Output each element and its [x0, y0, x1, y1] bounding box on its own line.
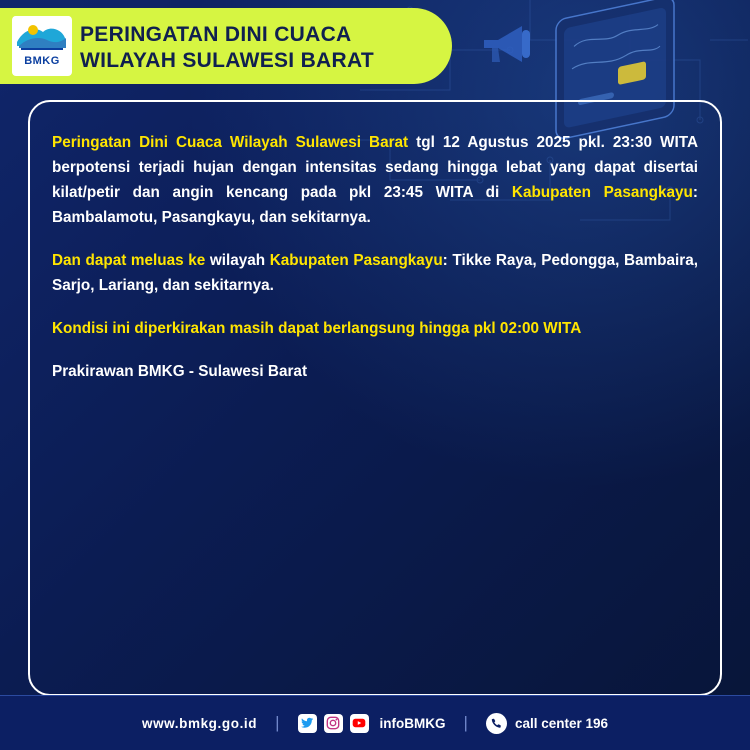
megaphone-icon: [478, 18, 538, 70]
footer-divider-1: |: [275, 713, 280, 732]
warning-p2-highlight-1: Dan dapat meluas ke: [52, 252, 206, 269]
page-title-line1: PERINGATAN DINI CUACA: [80, 23, 352, 46]
page-title: [80, 22, 374, 74]
bmkg-logo-text: BMKG: [24, 55, 60, 67]
warning-p2-text-2: : Tikke Raya, Pedongga, Bambaira, Sarjo, Lariang, dan sekitarnya.: [52, 252, 698, 294]
bmkg-logo-icon: [13, 16, 71, 54]
warning-p1-highlight-1: Peringatan Dini Cuaca Wilayah Sulawesi Barat: [52, 134, 409, 151]
social-links: [298, 714, 446, 733]
poster-header: [0, 0, 750, 100]
footer-divider-2: |: [463, 713, 468, 732]
warning-p1-text-1: tgl 12 Agustus 2025 pkl. 23:30 WITA berpotensi terjadi hujan dengan intensitas sedang hingga lebat yang dapat disertai kilat/petir dan angin kencang pada pkl 23:45 WITA di: [52, 134, 698, 201]
website-url[interactable]: www.bmkg.go.id: [141, 715, 258, 731]
warning-paragraph-1: [52, 130, 698, 230]
poster-footer: [0, 695, 750, 750]
social-handle[interactable]: infoBMKG: [379, 715, 446, 731]
warning-p2-highlight-2: Kabupaten Pasangkayu: [269, 252, 443, 269]
instagram-icon[interactable]: [324, 714, 343, 733]
warning-content-card: [28, 100, 722, 696]
twitter-icon[interactable]: [298, 714, 317, 733]
page-title-line2: WILAYAH SULAWESI BARAT: [80, 49, 375, 72]
warning-p2-text-1: wilayah: [205, 252, 270, 269]
call-center-info: [486, 713, 608, 734]
youtube-icon[interactable]: [350, 714, 369, 733]
warning-p1-highlight-2: Kabupaten Pasangkayu: [511, 184, 693, 201]
warning-paragraph-2: [52, 248, 698, 298]
bmkg-logo: [12, 16, 72, 76]
call-center-text[interactable]: call center 196: [514, 715, 609, 731]
phone-icon: [486, 713, 507, 734]
warning-signature: Prakirawan BMKG - Sulawesi Barat: [52, 363, 308, 380]
warning-duration-note: [52, 316, 698, 341]
warning-p1-text-2: : Bambalamotu, Pasangkayu, dan sekitarnya.: [52, 184, 698, 226]
warning-duration-text: Kondisi ini diperkirakan masih dapat berlangsung hingga pkl 02:00 WITA: [52, 320, 582, 337]
